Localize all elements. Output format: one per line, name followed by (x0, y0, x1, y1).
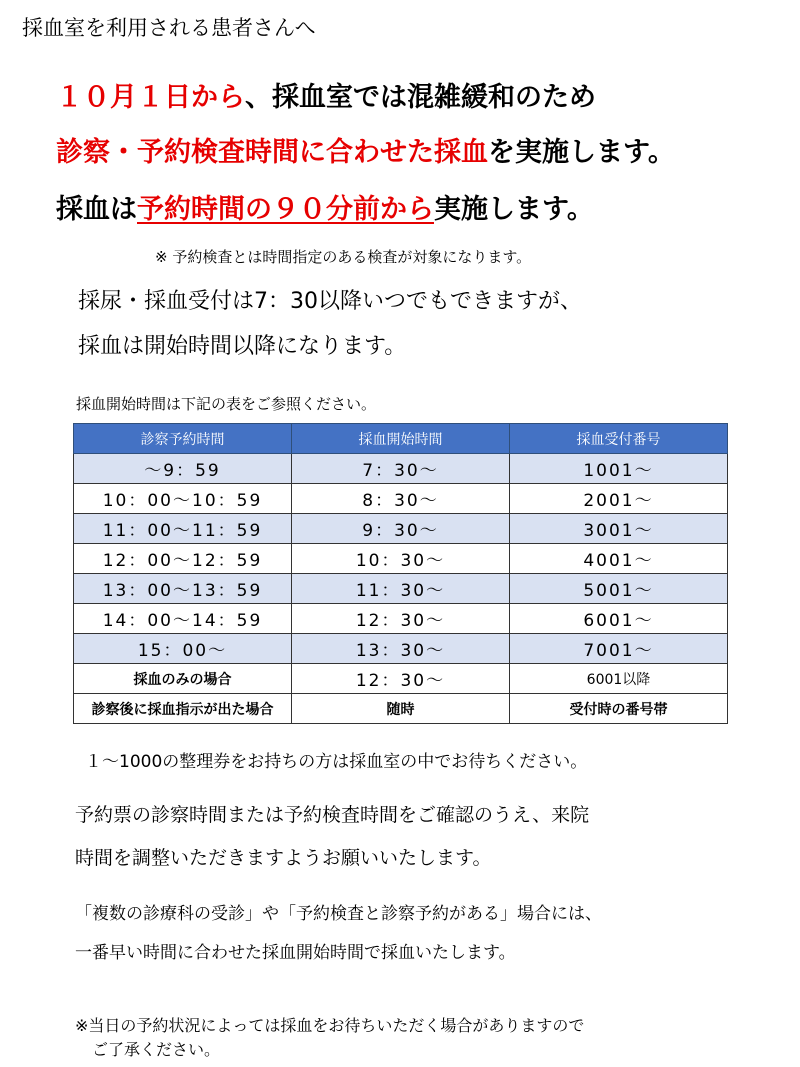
headline-line-1 (56, 75, 596, 114)
table-row (74, 634, 728, 664)
table-row (74, 664, 728, 694)
table-row (74, 694, 728, 724)
appointment-time: 15：00～ (74, 634, 292, 664)
table-row (74, 544, 728, 574)
headline-start-date: １０月１日から (56, 82, 245, 113)
reception-number: 3001～ (510, 514, 728, 544)
reservation-note: ※ 予約検査とは時間指定のある検査が対象になります。 (155, 248, 532, 266)
headline-policy: 診察・予約検査時間に合わせた採血 (56, 137, 488, 168)
blood-start-time: 13：30～ (292, 634, 510, 664)
appointment-time: 13：00～13：59 (74, 574, 292, 604)
headline-line-1-text: 、採血室では混雑緩和のため (245, 82, 596, 113)
blood-start-time: 12：30～ (292, 664, 510, 694)
table-row (74, 454, 728, 484)
multi-department-line-2: 一番早い時間に合わせた採血開始時間で採血いたします。 (75, 943, 516, 963)
appointment-time: 診察後に採血指示が出た場合 (74, 694, 292, 724)
multi-department-line-1: 「複数の診療科の受診」や「予約検査と診察予約がある」場合には、 (75, 904, 602, 924)
headline-line-3-post: 実施します。 (434, 194, 594, 225)
intro-line-1: 採尿・採血受付は7：30以降いつでもできますが、 (78, 289, 582, 314)
reception-number: 受付時の番号帯 (510, 694, 728, 724)
blood-start-time: 随時 (292, 694, 510, 724)
table-row (74, 604, 728, 634)
confirm-notice-line-1: 予約票の診察時間または予約検査時間をご確認のうえ、来院 (75, 804, 590, 826)
table-row (74, 574, 728, 604)
table-row (74, 514, 728, 544)
reception-number: 2001～ (510, 484, 728, 514)
header-reception-number: 採血受付番号 (510, 424, 728, 454)
headline-90min: 予約時間の９０分前から (137, 194, 434, 225)
blood-start-time: 11：30～ (292, 574, 510, 604)
headline-line-2-text: を実施します。 (488, 137, 675, 168)
appointment-time: 10：00～10：59 (74, 484, 292, 514)
appointment-time: 11：00～11：59 (74, 514, 292, 544)
table-row (74, 484, 728, 514)
reception-number: 4001～ (510, 544, 728, 574)
headline-line-3 (56, 187, 594, 226)
waiting-notice: １～1000の整理券をお持ちの方は採血室の中でお待ちください。 (85, 752, 588, 772)
blood-start-time: 7：30～ (292, 454, 510, 484)
reception-number: 6001以降 (510, 664, 728, 694)
reception-number: 5001～ (510, 574, 728, 604)
intro-line-2: 採血は開始時間以降になります。 (78, 334, 407, 359)
blood-start-time: 12：30～ (292, 604, 510, 634)
page-title: 採血室を利用される患者さんへ (22, 16, 316, 40)
table-caption: 採血開始時間は下記の表をご参照ください。 (76, 395, 377, 413)
blood-start-time: 8：30～ (292, 484, 510, 514)
appointment-time: 採血のみの場合 (74, 664, 292, 694)
footnote-line-1: ※当日の予約状況によっては採血をお待ちいただく場合がありますので (75, 1016, 585, 1035)
reception-number: 6001～ (510, 604, 728, 634)
blood-start-time: 10：30～ (292, 544, 510, 574)
appointment-time: ～9：59 (74, 454, 292, 484)
appointment-time: 14：00～14：59 (74, 604, 292, 634)
blood-start-time: 9：30～ (292, 514, 510, 544)
header-blood-start-time: 採血開始時間 (292, 424, 510, 454)
reception-number: 1001～ (510, 454, 728, 484)
appointment-time: 12：00～12：59 (74, 544, 292, 574)
header-appointment-time: 診察予約時間 (74, 424, 292, 454)
schedule-table (73, 423, 728, 724)
confirm-notice-line-2: 時間を調整いただきますようお願いいたします。 (75, 847, 492, 869)
headline-line-3-pre: 採血は (56, 194, 137, 225)
reception-number: 7001～ (510, 634, 728, 664)
headline-line-2 (56, 130, 675, 169)
table-header-row (74, 424, 728, 454)
footnote-line-2: ご了承ください。 (92, 1040, 221, 1059)
